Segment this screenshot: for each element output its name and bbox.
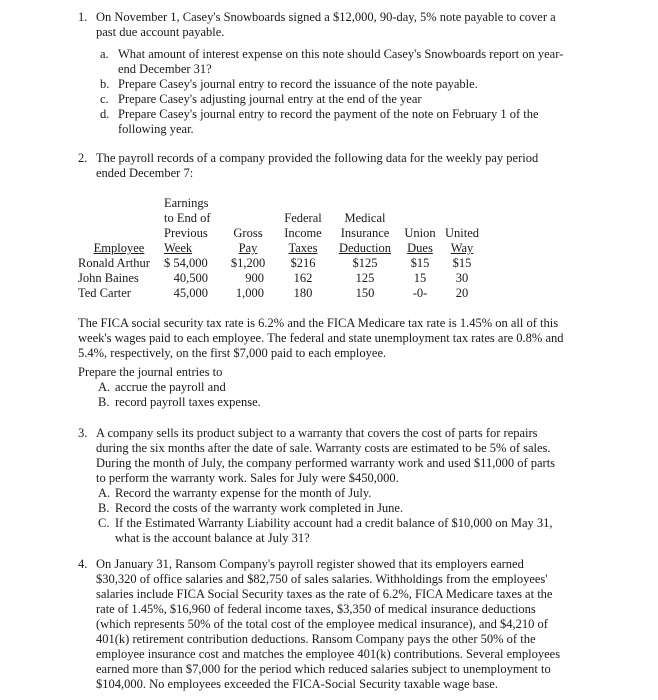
table-cell: $15	[410, 256, 430, 270]
item-label: C.	[98, 516, 110, 530]
text-line: 401(k) retirement contribution deductions. Ransom Company pays the other 50% of the	[96, 632, 536, 646]
table-cell: 45,000	[173, 286, 208, 300]
table-header-row	[76, 211, 482, 226]
table-row	[76, 271, 482, 286]
table-cell: 20	[455, 286, 469, 300]
table-row	[76, 256, 482, 271]
table-cell: 900	[245, 271, 264, 285]
text-line: Record the warranty expense for the month of July.	[115, 486, 372, 500]
table-cell: 150	[355, 286, 375, 300]
table-cell: 30	[455, 271, 469, 285]
text-line: 5.4%, respectively, on the first $7,000 paid to each employee.	[78, 346, 387, 360]
text-line: (which represents 50% of the total cost of the employee medical insurance), and $4,210 of	[96, 617, 548, 631]
text-line: past due account payable.	[96, 25, 225, 39]
table-cell: $ 54,000	[164, 256, 208, 270]
question-number: 3.	[78, 426, 88, 440]
text-line: earned more than $7,000 for the period which reduced salaries subject to unemployment to	[96, 662, 551, 676]
item-label: B.	[98, 395, 110, 409]
text-line: during the six months after the date of sale. Warranty costs are estimated to be 5% of sales.	[96, 441, 551, 455]
question-number: 1.	[78, 10, 88, 24]
text-line: On November 1, Casey's Snowboards signed a $12,000, 90-day, 5% note payable to cover a	[96, 10, 556, 24]
text-line: The FICA social security tax rate is 6.2% and the FICA Medicare tax rate is 1.45% on all of this	[78, 316, 559, 330]
question-number: 4.	[78, 557, 88, 571]
column-header: Dues	[407, 241, 433, 255]
question-text	[96, 426, 596, 486]
text-line: The payroll records of a company provided the following data for the weekly pay period	[96, 151, 539, 165]
column-header: Previous	[164, 226, 208, 240]
table-cell: 40,500	[173, 271, 208, 285]
table-header-row	[76, 241, 482, 256]
column-header: Deduction	[338, 241, 392, 255]
text-line: to perform the warranty work. Sales for July were $450,000.	[96, 471, 399, 485]
item-label: b.	[100, 77, 110, 91]
text-line: $30,320 of office salaries and $82,750 of sales salaries. Withholdings from the employees'	[96, 572, 548, 586]
table-cell: $125	[352, 256, 378, 270]
column-header: Employee	[93, 241, 145, 255]
payroll-table	[76, 196, 482, 301]
text-line: ended December 7:	[96, 166, 194, 180]
sub-question-a	[100, 47, 590, 76]
text-line: If the Estimated Warranty Liability account had a credit balance of $10,000 on May 31,	[115, 516, 553, 530]
table-cell: -0-	[412, 286, 428, 300]
question-text	[96, 151, 586, 181]
text-line: Prepare Casey's adjusting journal entry at the end of the year	[118, 92, 422, 106]
text-line: What amount of interest expense on this note should Casey's Snowboards report on year-	[118, 47, 564, 61]
table-cell: John Baines	[78, 271, 139, 285]
fica-paragraph	[78, 316, 588, 361]
column-header: Income	[284, 226, 322, 240]
text-line: employee insurance cost and matches the employee 401(k) contributions. Several employees	[96, 647, 561, 661]
text-line: accrue the payroll and	[115, 380, 226, 394]
table-cell: 125	[355, 271, 375, 285]
question-number: 2.	[78, 151, 88, 165]
table-cell: 15	[413, 271, 427, 285]
column-header: Gross	[233, 226, 263, 240]
column-header: Federal	[284, 211, 322, 225]
column-header: United	[444, 226, 480, 240]
column-header: Taxes	[288, 241, 318, 255]
prepare-instruction: Prepare the journal entries to	[78, 365, 223, 379]
text-line: Prepare Casey's journal entry to record the issuance of the note payable.	[118, 77, 478, 91]
table-cell: $1,200	[230, 256, 266, 270]
item-label: c.	[100, 92, 109, 106]
column-header: Insurance	[340, 226, 390, 240]
table-header-row	[76, 196, 482, 211]
item-label: a.	[100, 47, 109, 61]
text-line: During the month of July, the company performed warranty work and used $11,000 of parts	[96, 456, 556, 470]
column-header: Union	[404, 226, 436, 240]
column-header: Pay	[238, 241, 258, 255]
item-label: d.	[100, 107, 110, 121]
text-line: A company sells its product subject to a warranty that covers the cost of parts for repairs	[96, 426, 538, 440]
table-cell: Ronald Arthur	[78, 256, 150, 270]
item-label: B.	[98, 501, 110, 515]
table-cell: 162	[293, 271, 313, 285]
text-line: On January 31, Ransom Company's payroll register showed that its employers earned	[96, 557, 524, 571]
text-line: Prepare Casey's journal entry to record the payment of the note on February 1 of the	[118, 107, 539, 121]
text-line: record payroll taxes expense.	[115, 395, 261, 409]
question-text	[96, 557, 596, 692]
table-cell: 180	[293, 286, 313, 300]
item-label: A.	[98, 380, 111, 394]
table-header-row	[76, 226, 482, 241]
item-label: A.	[98, 486, 111, 500]
table-row	[76, 286, 482, 301]
table-cell: $216	[290, 256, 316, 270]
text-line: $104,000. No employees exceeded the FICA-Social Security taxable wage base.	[96, 677, 498, 691]
table-cell: Ted Carter	[78, 286, 131, 300]
text-line: end December 31?	[118, 62, 212, 76]
column-header: to End of	[164, 211, 211, 225]
column-header: Way	[450, 241, 474, 255]
column-header: Earnings	[164, 196, 209, 210]
table-cell: $15	[452, 256, 472, 270]
text-line: week's wages paid to each employee. The federal and state unemployment tax rates are 0.8% and	[78, 331, 564, 345]
text-line: salaries include FICA Social Security taxes as the rate of 6.2%, FICA Medicare taxes at the	[96, 587, 553, 601]
table-cell: 1,000	[235, 286, 264, 300]
column-header: Week	[164, 241, 193, 255]
text-line: what is the account balance at July 31?	[115, 531, 310, 545]
text-line: following year.	[118, 122, 194, 136]
question-text	[96, 10, 586, 40]
text-line: Record the costs of the warranty work completed in June.	[115, 501, 404, 515]
text-line: rate of 1.45%, $16,960 of federal income taxes, $3,350 of medical insurance deductions	[96, 602, 536, 616]
column-header: Medical	[344, 211, 386, 225]
